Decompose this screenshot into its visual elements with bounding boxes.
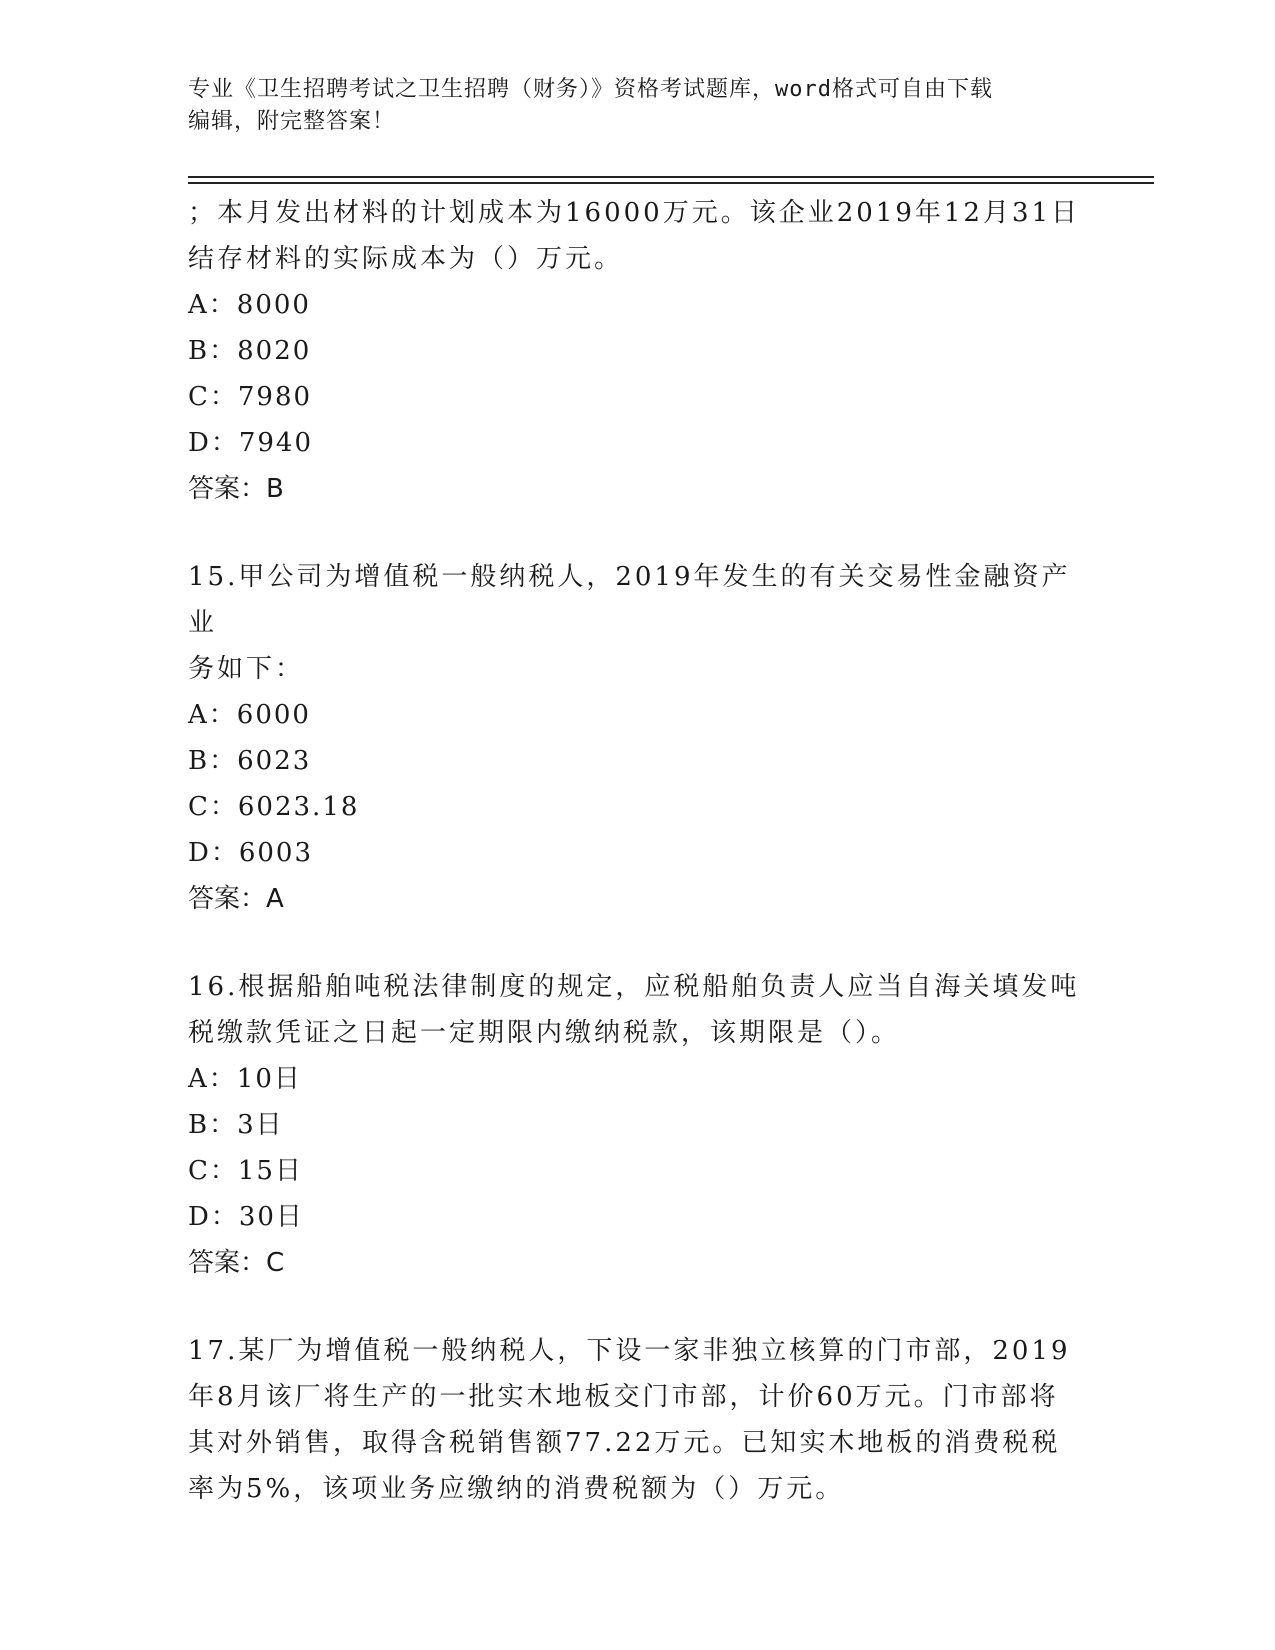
question-list bbox=[188, 190, 1088, 1512]
option-a: A：6000 bbox=[188, 700, 311, 730]
header-divider-top bbox=[188, 176, 1154, 178]
question-block bbox=[188, 1328, 1088, 1512]
answer-line: 答案：A bbox=[188, 884, 284, 914]
question-stem-line: 16.根据船舶吨税法律制度的规定，应税船舶负责人应当自海关填发吨 bbox=[188, 972, 1080, 1002]
spacer bbox=[188, 922, 1088, 964]
option-a: A：10日 bbox=[188, 1064, 302, 1094]
question-stem-line: 17.某厂为增值税一般纳税人，下设一家非独立核算的门市部，2019 bbox=[188, 1336, 1071, 1366]
answer-line: 答案：B bbox=[188, 474, 284, 504]
question-stem-line: 其对外销售，取得含税销售额77.22万元。已知实木地板的消费税税 bbox=[188, 1428, 1061, 1458]
answer-line: 答案：C bbox=[188, 1248, 285, 1278]
option-a: A：8000 bbox=[188, 290, 311, 320]
question-block bbox=[188, 964, 1088, 1286]
question-block bbox=[188, 190, 1088, 512]
document-header bbox=[188, 74, 1088, 138]
question-stem-line: ；本月发出材料的计划成本为16000万元。该企业2019年12月31日 bbox=[188, 198, 1081, 228]
option-d: D：30日 bbox=[188, 1202, 304, 1232]
question-stem-line: 税缴款凭证之日起一定期限内缴纳税款，该期限是（）。 bbox=[188, 1018, 901, 1048]
question-block bbox=[188, 554, 1088, 922]
option-c: C：6023.18 bbox=[188, 792, 360, 822]
header-divider-bottom bbox=[188, 182, 1154, 184]
option-b: B：3日 bbox=[188, 1110, 284, 1140]
question-stem-line: 结存材料的实际成本为（）万元。 bbox=[188, 244, 624, 274]
question-stem-line: 年8月该厂将生产的一批实木地板交门市部，计价60万元。门市部将 bbox=[188, 1382, 1059, 1412]
spacer bbox=[188, 512, 1088, 554]
header-line-1: 专业《卫生招聘考试之卫生招聘（财务）》资格考试题库，word格式可自由下载 bbox=[188, 77, 993, 102]
option-d: D：6003 bbox=[188, 838, 314, 868]
question-stem-line: 务如下： bbox=[188, 654, 305, 684]
spacer bbox=[188, 1286, 1088, 1328]
option-c: C：7980 bbox=[188, 382, 313, 412]
question-stem-line: 率为5%，该项业务应缴纳的消费税额为（）万元。 bbox=[188, 1474, 845, 1504]
option-b: B：6023 bbox=[188, 746, 312, 776]
option-d: D：7940 bbox=[188, 428, 314, 458]
option-c: C：15日 bbox=[188, 1156, 303, 1186]
option-b: B：8020 bbox=[188, 336, 312, 366]
header-line-2: 编辑，附完整答案！ bbox=[188, 109, 396, 134]
question-stem-line: 15.甲公司为增值税一般纳税人，2019年发生的有关交易性金融资产业 bbox=[188, 562, 1071, 638]
